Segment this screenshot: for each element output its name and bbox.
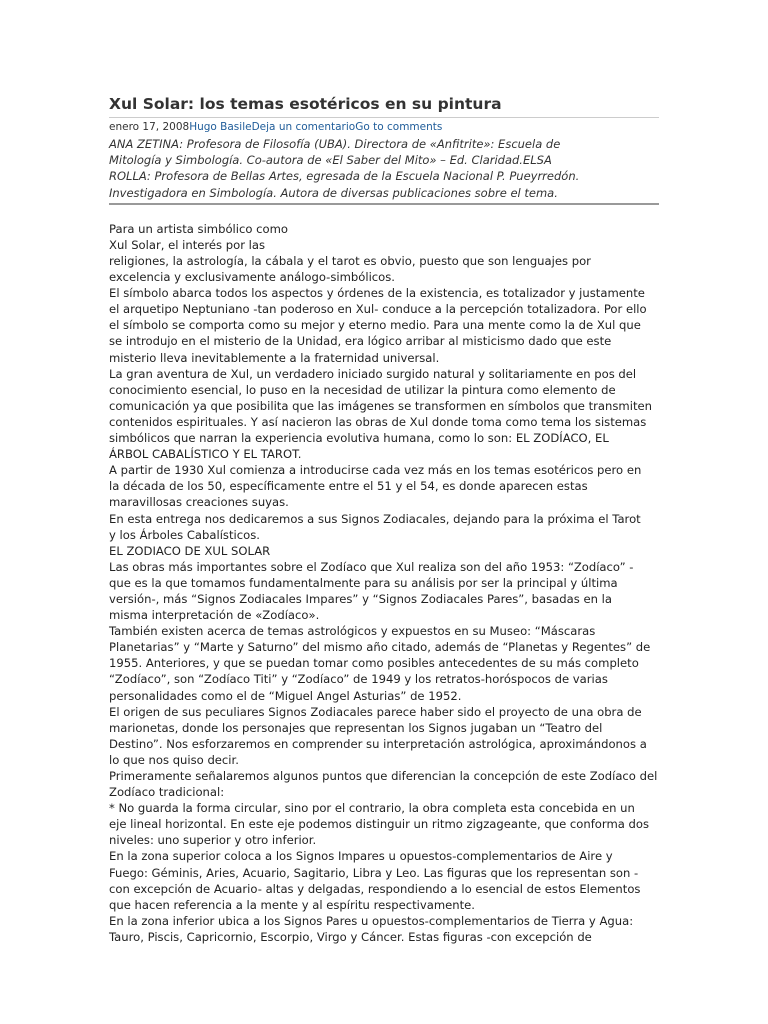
intro-line: ANA ZETINA: Profesora de Filosofía (UBA). Directora de «Anfitrite»: Escuela de	[109, 137, 561, 151]
intro-line: Investigadora en Simbología. Autora de diversas publicaciones sobre el tema.	[109, 185, 558, 200]
body-line: En la zona superior coloca a los Signos Impares u opuestos-complementarios de Aire y	[109, 849, 613, 864]
body-line: lo que nos quiso decir.	[109, 752, 239, 767]
body-line: el arquetipo Neptuniano -tan poderoso en Xul- conduce a la percepción totalizadora. Por ello	[109, 302, 647, 317]
intro-line: ROLLA: Profesora de Bellas Artes, egresada de la Escuela Nacional P. Pueyrredón.	[109, 169, 580, 184]
article	[109, 93, 659, 945]
article-title: Xul Solar: los temas esotéricos en su pintura	[109, 93, 659, 118]
body-line: Destino”. Nos esforzaremos en comprender su interpretación astrológica, aproximándonos a	[109, 736, 647, 751]
body-line: religiones, la astrología, la cábala y el tarot es obvio, puesto que son lenguajes por	[109, 254, 591, 268]
body-line: A partir de 1930 Xul comienza a introducirse cada vez más en los temas esotéricos pero en	[109, 463, 642, 478]
body-line: la década de los 50, específicamente entre el 51 y el 54, es donde aparecen estas	[109, 479, 588, 494]
leave-comment-link[interactable]: Deja un comentario	[251, 121, 356, 133]
body-line: con excepción de Acuario- altas y delgadas, respondiendo a lo esencial de estos Elementos	[109, 881, 641, 896]
body-line: se introdujo en el misterio de la Unidad, era lógico arribar al misticismo dado que este	[109, 334, 612, 349]
body-line: “Zodíaco”, son “Zodíaco Titi” y “Zodíaco” de 1949 y los retratos-horóspocos de varias	[109, 672, 608, 687]
body-line: El origen de sus peculiares Signos Zodiacales parece haber sido el proyecto de una obra de	[109, 704, 642, 719]
body-line: que hacen referencia a la mente y al espíritu respectivamente.	[109, 897, 475, 912]
body-line: misma interpretación de «Zodíaco».	[109, 608, 320, 623]
body-line: La gran aventura de Xul, un verdadero iniciado surgido natural y solitariamente en pos del	[109, 366, 637, 381]
article-meta	[109, 119, 659, 135]
body-line: También existen acerca de temas astrológicos y expuestos en su Museo: “Máscaras	[109, 624, 596, 639]
body-line: eje lineal horizontal. En este eje podemos distinguir un ritmo zigzageante, que conforma dos	[109, 817, 650, 832]
body-line: que es la que tomamos fundamentalmente para su análisis por ser la principal y última	[109, 575, 618, 590]
intro-line: Mitología y Simbología. Co-autora de «El Saber del Mito» – Ed. Claridad.ELSA	[109, 153, 552, 168]
body-line: misterio lleva inevitablemente a la fraternidad universal.	[109, 350, 440, 365]
author-link[interactable]: Hugo Basile	[189, 121, 252, 133]
body-line: excelencia y exclusivamente análogo-simbólicos.	[109, 270, 395, 285]
body-line: comunicación ya que posibilita que las imágenes se transformen en símbolos que transmiten	[109, 398, 652, 413]
body-line: Xul Solar, el interés por las	[109, 237, 266, 252]
body-line: 1955. Anteriores, y que se puedan tomar como posibles antecedentes de su más completo	[109, 656, 639, 671]
body-line: y los Árboles Cabalísticos.	[109, 527, 260, 542]
body-line: versión-, más “Signos Zodiacales Impares” y “Signos Zodiacales Pares”, basadas en la	[109, 591, 612, 606]
body-line: Fuego: Géminis, Aries, Acuario, Sagitario, Libra y Leo. Las figuras que los representan son -	[109, 865, 639, 880]
body-line: maravillosas creaciones suyas.	[109, 495, 289, 510]
go-to-comments-link[interactable]: Go to comments	[355, 121, 443, 133]
body-line: personalidades como el de “Miguel Angel Asturias” de 1952.	[109, 688, 462, 703]
post-date: enero 17, 2008	[109, 121, 190, 133]
body-line: Tauro, Piscis, Capricornio, Escorpio, Virgo y Cáncer. Estas figuras -con excepción de	[109, 929, 592, 944]
body-line: Las obras más importantes sobre el Zodíaco que Xul realiza son del año 1953: “Zodíaco” -	[109, 559, 634, 574]
body-line: En la zona inferior ubica a los Signos Pares u opuestos-complementarios de Tierra y Agua:	[109, 913, 634, 928]
body-line: En esta entrega nos dedicaremos a sus Signos Zodiacales, dejando para la próxima el Tarot	[109, 511, 641, 526]
body-line: EL ZODIACO DE XUL SOLAR	[109, 543, 271, 558]
body-line: marionetas, donde los personajes que representan los Signos jugaban un “Teatro del	[109, 720, 603, 735]
body-line: Zodíaco tradicional:	[109, 785, 225, 800]
body-line: Primeramente señalaremos algunos puntos que diferencian la concepción de este Zodíaco del	[109, 769, 658, 783]
body-line: * No guarda la forma circular, sino por el contrario, la obra completa esta concebida en un	[109, 801, 635, 816]
body-line: Para un artista simbólico como	[109, 221, 288, 236]
body-line: ÁRBOL CABALÍSTICO Y EL TAROT.	[109, 447, 302, 462]
body-line: simbólicos que narran la experiencia evolutiva humana, como lo son: EL ZODÍACO, EL	[109, 431, 609, 446]
body-line: El símbolo abarca todos los aspectos y órdenes de la existencia, es totalizador y justamente	[109, 286, 645, 301]
body-line: conocimiento esencial, lo puso en la necesidad de utilizar la pintura como elemento de	[109, 382, 616, 397]
body-line: el símbolo se comporta como su mejor y eterno medio. Para una mente como la de Xul que	[109, 318, 641, 333]
body-line: Planetarias” y “Marte y Saturno” del mismo año citado, además de “Planetas y Regentes” de	[109, 640, 651, 655]
body-line: contenidos espirituales. Y así nacieron las obras de Xul donde toma como tema los sistemas	[109, 414, 647, 429]
article-body	[109, 221, 659, 945]
author-intro	[109, 136, 659, 205]
body-line: niveles: uno superior y otro inferior.	[109, 833, 317, 848]
